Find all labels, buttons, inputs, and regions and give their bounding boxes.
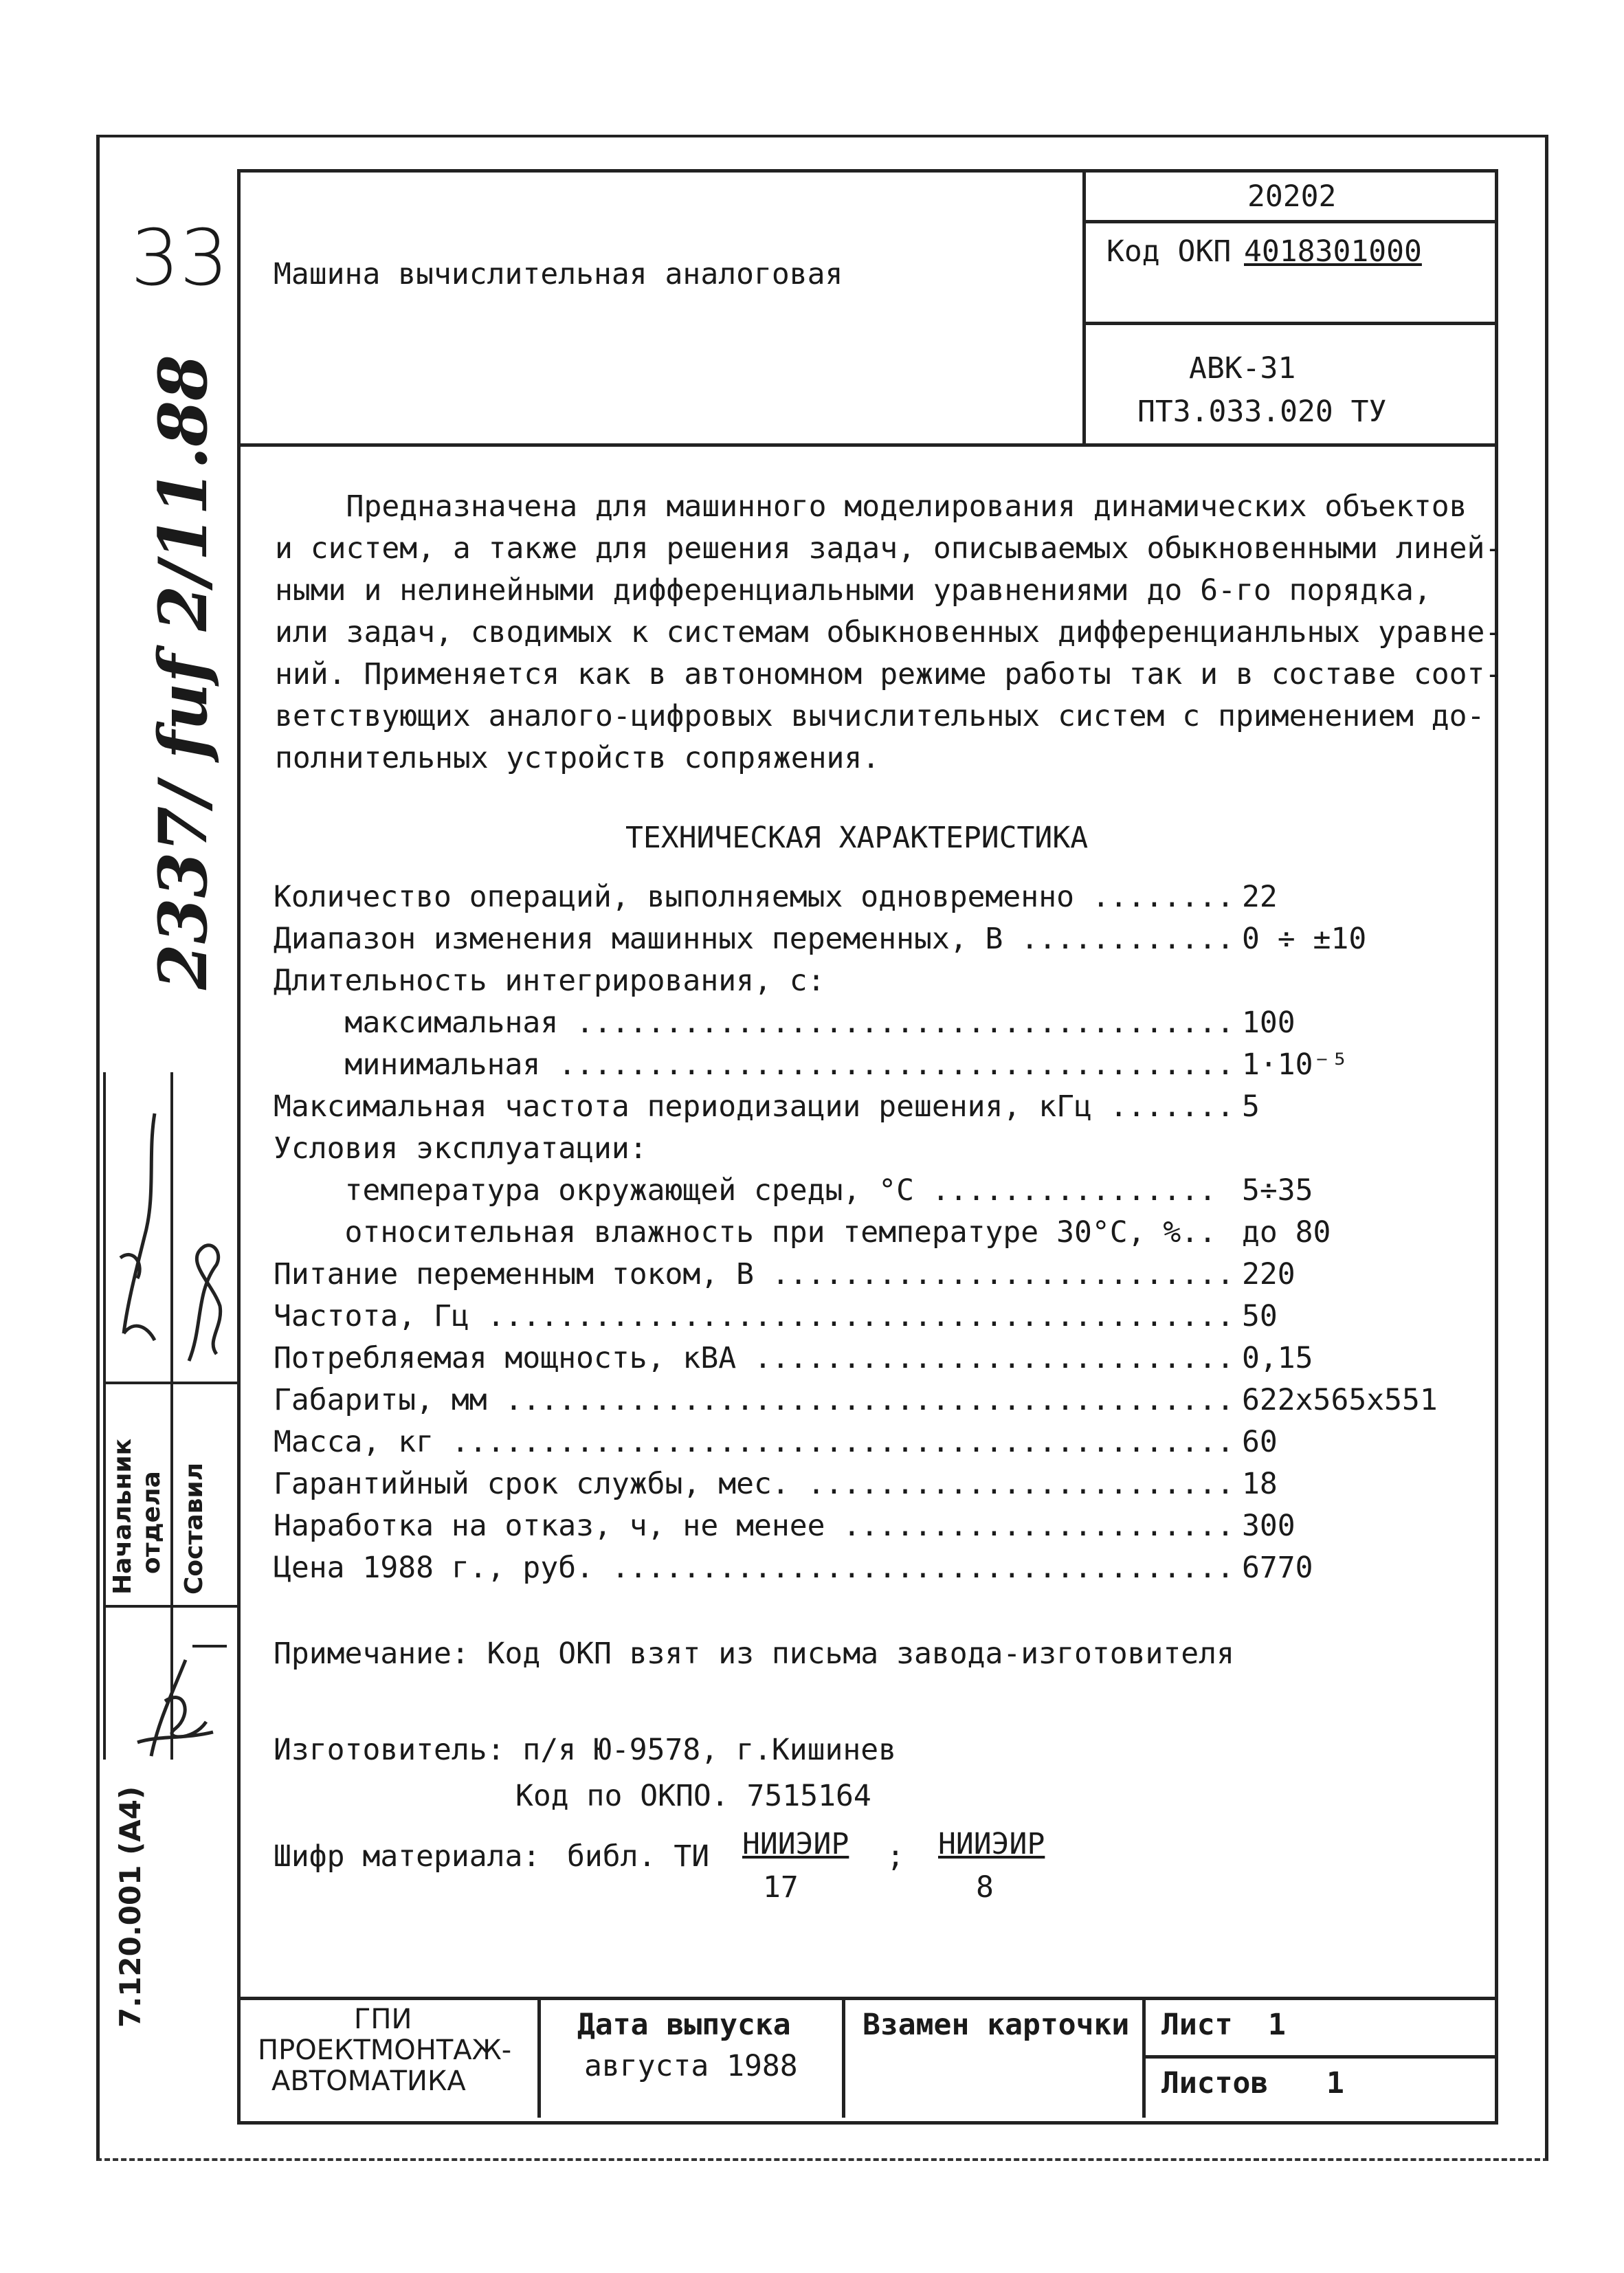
handwritten-note: 2337/ fuf 2/11.88: [144, 355, 222, 990]
spec-value: 5: [1242, 1089, 1260, 1124]
spec-label: Частота, Гц ..........................................: [274, 1299, 1234, 1333]
description-line: или задач, сводимых к системам обыкновенных дифференцианльных уравне-: [275, 615, 1503, 650]
sheets-label: Листов: [1161, 2066, 1269, 2100]
cipher-fraction-1-numerator: НИИЭИР: [742, 1827, 849, 1861]
header-right-line-1: [1082, 220, 1498, 223]
description-line: Предназначена для машинного моделирования динамических объектов: [275, 489, 1467, 524]
spec-value: 18: [1242, 1467, 1278, 1501]
stamp-column-line-left: [103, 1072, 106, 1760]
product-title: Машина вычислительная аналоговая: [274, 257, 843, 291]
spec-value: до 80: [1242, 1215, 1331, 1250]
org-line-3: АВТОМАТИКА: [271, 2065, 466, 2097]
description: [275, 486, 1503, 779]
spec-value: 22: [1242, 880, 1278, 914]
okp-code: 4018301000: [1244, 234, 1422, 269]
spec-value: 622х565х551: [1242, 1383, 1438, 1417]
spec-label: Количество операций, выполняемых одновременно ........: [274, 880, 1234, 914]
spec-label: Наработка на отказ, ч, не менее ......................: [274, 1509, 1234, 1543]
sheets-value: 1: [1326, 2066, 1344, 2100]
spec-label: минимальная ......................................: [274, 1047, 1234, 1082]
spec-label: Диапазон изменения машинных переменных, В ............: [274, 922, 1234, 956]
stamp-label-compiler: Составил: [180, 1462, 208, 1595]
org-line-2: ПРОЕКТМОНТАЖ-: [258, 2034, 512, 2066]
okp-label: Код ОКП: [1106, 234, 1232, 269]
description-line: и систем, а также для решения задач, описываемых обыкновенными линей-: [275, 531, 1503, 566]
spec-label: Потребляемая мощность, кВА ...........................: [274, 1341, 1234, 1375]
sheet-value: 1: [1268, 2008, 1286, 2042]
spec-value: 6770: [1242, 1551, 1313, 1585]
spec-label: Цена 1988 г., руб. ...................................: [274, 1551, 1234, 1585]
issue-date-label: Дата выпуска: [577, 2008, 791, 2042]
cipher-fraction-2-numerator: НИИЭИР: [938, 1827, 1045, 1861]
spec-value: 60: [1242, 1425, 1278, 1459]
signature-compiler: [175, 1210, 234, 1375]
signature-head-of-department: [107, 1100, 168, 1361]
spec-value: 300: [1242, 1509, 1295, 1543]
spec-label: Длительность интегрирования, с:: [274, 964, 825, 998]
header-bottom-line: [237, 443, 1498, 447]
spec-value: 50: [1242, 1299, 1278, 1333]
issue-date: августа 1988: [584, 2049, 798, 2083]
cipher-fraction-1-denominator: 17: [763, 1870, 799, 1905]
cipher-label: Шифр материала:: [274, 1839, 541, 1874]
org-line-1: ГПИ: [354, 2004, 412, 2035]
cipher-library: библ. ТИ: [567, 1839, 710, 1874]
spec-label: Габариты, мм .........................................: [274, 1383, 1234, 1417]
spec-label: Условия эксплуатации:: [274, 1131, 647, 1166]
replaces-card-label: Взамен карточки: [863, 2008, 1130, 2042]
footer-sheet-divider: [1142, 2055, 1498, 2059]
stamp-divider-2: [103, 1605, 237, 1608]
header-vertical-line: [1082, 169, 1086, 443]
description-line: ветствующих аналого-цифровых вычислительных систем с применением до-: [275, 699, 1485, 733]
note: Примечание: Код ОКП взят из письма завода-изготовителя: [274, 1637, 1234, 1671]
spec-document: ПТ3.033.020 ТУ: [1137, 395, 1387, 429]
sheet-label: Лист: [1161, 2008, 1233, 2042]
description-line: полнительных устройств сопряжения.: [275, 741, 880, 775]
cipher-separator: ;: [887, 1839, 904, 1874]
stamp-label-head-a: Начальник: [109, 1438, 137, 1595]
spec-value: 1·10⁻⁵: [1242, 1047, 1349, 1082]
spec-value: 0,15: [1242, 1341, 1313, 1375]
spec-label: Масса, кг ............................................: [274, 1425, 1234, 1459]
specs-heading: ТЕХНИЧЕСКАЯ ХАРАКТЕРИСТИКА: [625, 821, 1089, 855]
stamp-label-head-b: отдела: [137, 1471, 166, 1574]
spec-label: относительная влажность при температуре 30°С, %..: [274, 1215, 1217, 1250]
spec-label: максимальная .....................................: [274, 1006, 1234, 1040]
signature-bottom-left: [110, 1619, 234, 1777]
form-code: 7.120.001 (А4): [113, 1786, 147, 2028]
spec-label: температура окружающей среды, °С ................: [274, 1173, 1217, 1208]
spec-label: Питание переменным током, В ..........................: [274, 1257, 1234, 1291]
footer-divider-2: [842, 1997, 845, 2118]
footer-top-line: [237, 1997, 1498, 2000]
spec-value: 100: [1242, 1006, 1295, 1040]
okpo-code: Код по ОКПО. 7515164: [515, 1779, 871, 1813]
footer-divider-1: [537, 1997, 541, 2118]
stamp-divider-1: [103, 1382, 237, 1384]
spec-label: Максимальная частота периодизации решения, кГц .......: [274, 1089, 1234, 1124]
sheet-number: 33: [131, 214, 229, 303]
model-name: АВК-31: [1189, 351, 1296, 386]
header-right-line-2: [1082, 322, 1498, 325]
spec-value: 0 ÷ ±10: [1242, 922, 1367, 956]
spec-label: Гарантийный срок службы, мес. ........................: [274, 1467, 1234, 1501]
spec-value: 220: [1242, 1257, 1295, 1291]
spec-value: 5÷35: [1242, 1173, 1313, 1208]
description-line: ний. Применяется как в автономном режиме работы так и в составе соот-: [275, 657, 1503, 691]
manufacturer: Изготовитель: п/я Ю-9578, г.Кишинев: [274, 1733, 897, 1767]
card-number: 20202: [1247, 179, 1337, 214]
cipher-fraction-2-denominator: 8: [976, 1870, 994, 1905]
description-line: ными и нелинейными дифференциальными уравнениями до 6-го порядка,: [275, 573, 1432, 608]
